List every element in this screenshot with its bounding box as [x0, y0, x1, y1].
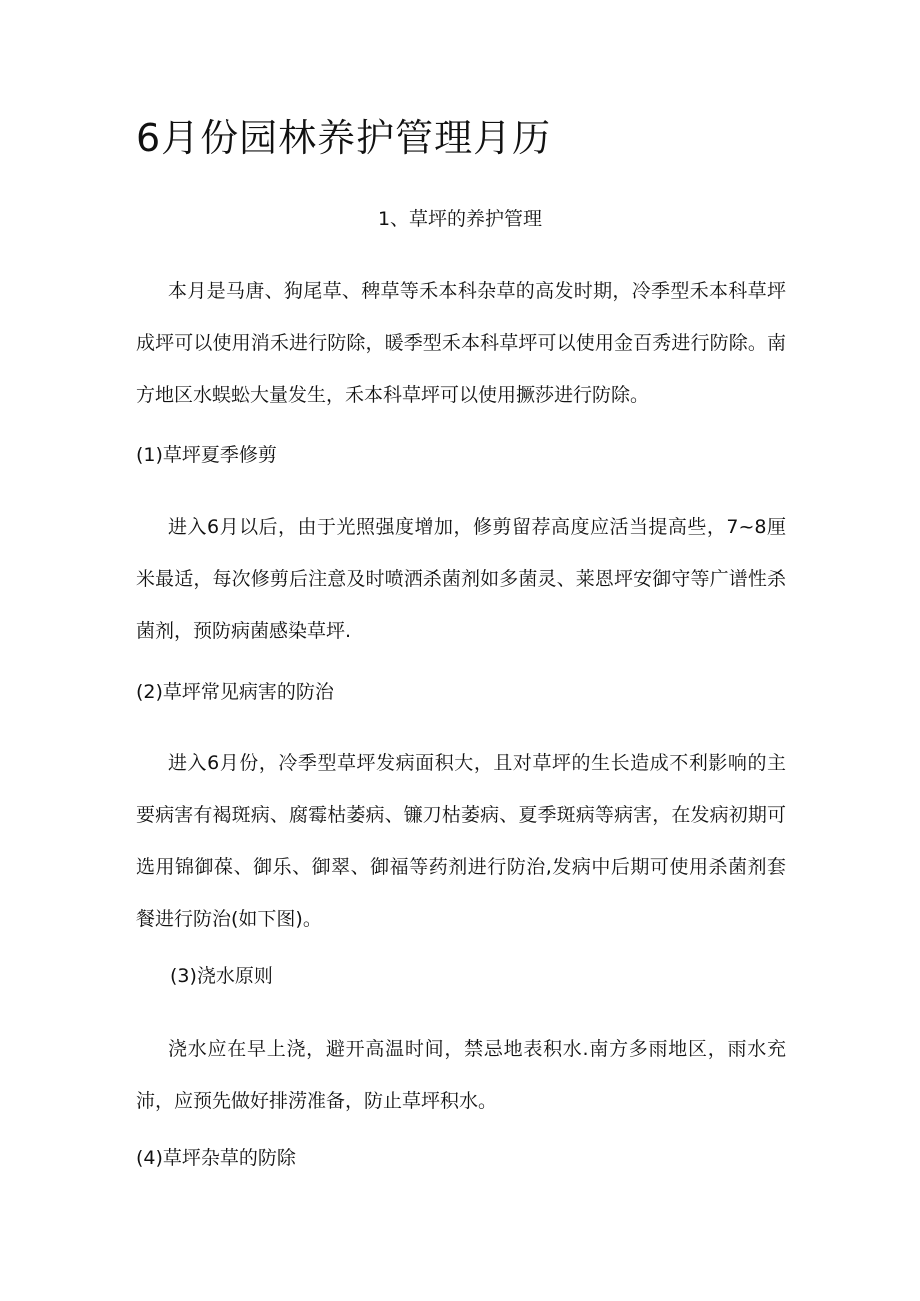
paragraph-mowing: 进入6月以后，由于光照强度增加，修剪留荐高度应活当提高些，7~8厘米最适，每次修剪后注意及时喷洒杀菌剂如多菌灵、莱恩坪安御守等广谱性杀菌剂，预防病菌感染草坪.: [136, 516, 786, 642]
subheading-weeds: (4)草坪杂草的防除: [136, 1147, 296, 1169]
subheading-watering: (3)浇水原则: [170, 965, 273, 987]
page-title: 6月份园林养护管理月历: [136, 116, 552, 160]
paragraph-intro: 本月是马唐、狗尾草、稗草等禾本科杂草的高发时期，冷季型禾本科草坪成坪可以使用消禾进行防除，暖季型禾本科草坪可以使用金百秀进行防除。南方地区水蜈蚣大量发生，禾本科草坪可以使用撅莎进行防除。: [136, 280, 786, 406]
section-heading: 1、草坪的养护管理: [377, 208, 543, 230]
subheading-disease: (2)草坪常见病害的防治: [136, 681, 334, 703]
paragraph-watering: 浇水应在早上浇，避开高温时间，禁忌地表积水.南方多雨地区，雨水充沛，应预先做好排涝准备，防止草坪积水。: [136, 1038, 786, 1112]
subheading-mowing: (1)草坪夏季修剪: [136, 444, 277, 466]
paragraph-disease: 进入6月份，冷季型草坪发病面积大，且对草坪的生长造成不利影响的主要病害有褐斑病、腐霉枯萎病、镰刀枯萎病、夏季斑病等病害，在发病初期可选用锦御葆、御乐、御翠、御福等药剂进行防治,发病中后期可使用杀菌剂套餐进行防治(如下图)。: [136, 752, 786, 930]
